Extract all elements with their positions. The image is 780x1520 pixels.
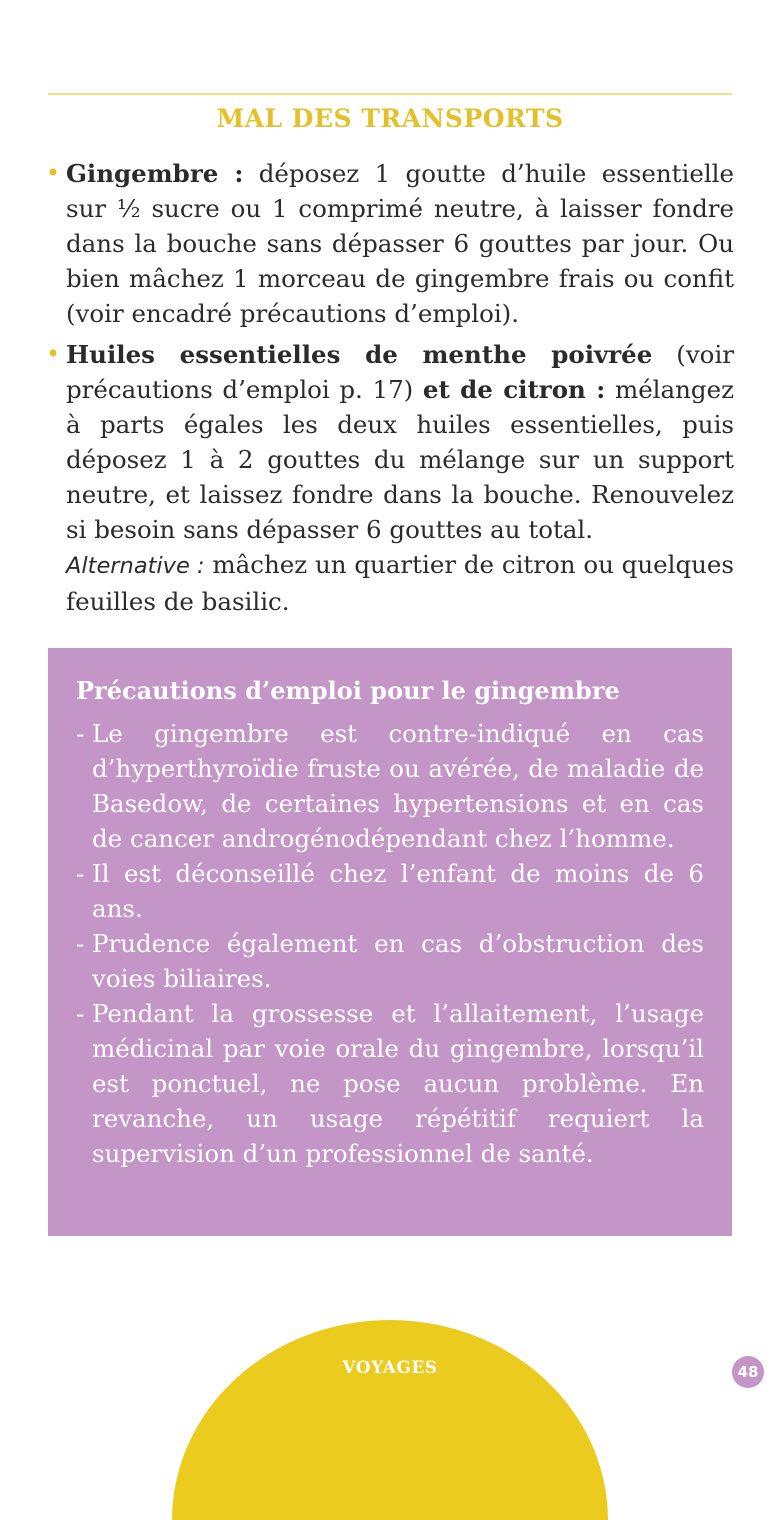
remedy-lead: Gingembre :	[66, 159, 244, 188]
remedy-menthe-citron	[44, 337, 734, 619]
precaution-text: Il est déconseillé chez l’enfant de moins de 6 ans.	[92, 859, 704, 923]
precaution-text: Le gingembre est contre-indiqué en cas d’hyperthyroïdie fruste ou avérée, de maladie de Basedow, de certaines hypertensions et en cas de cancer androgénodépendant chez l’homme.	[92, 719, 704, 853]
precaution-item	[76, 716, 704, 856]
precaution-text: Prudence également en cas d’obstruction des voies biliaires.	[92, 929, 704, 993]
remedy-text: mélangez à parts égales les deux huiles essentielles, puis déposez 1 à 2 gouttes du mélange sur un support neutre, et laissez fondre dans la bouche. Renouvelez si besoin sans dépasser 6 gouttes au total.	[66, 375, 734, 544]
remedy-gingembre	[44, 156, 734, 331]
remedy-text: déposez 1 goutte d’huile essentielle sur ½ sucre ou 1 comprimé neutre, à laisser fondre dans la bouche sans dépasser 6 gouttes par jour. Ou bien mâchez 1 morceau de gingembre frais ou confit (voir encadré précautions d’emploi).	[66, 159, 734, 328]
remedy-lead-2: et de citron :	[422, 375, 606, 404]
precautions-box	[48, 648, 732, 1236]
precaution-item	[76, 926, 704, 996]
precaution-text: Pendant la grossesse et l’allaitement, l’usage médicinal par voie orale du gingembre, lorsqu’il est ponctuel, ne pose aucun problème. En revanche, un usage répétitif requiert la supervision d’un professionnel de santé.	[92, 999, 704, 1168]
alternative-text: mâchez un quartier de citron ou quelques feuilles de basilic.	[66, 550, 734, 616]
precautions-list	[76, 716, 704, 1171]
alternative-label: Alternative :	[66, 553, 205, 579]
precaution-item	[76, 996, 704, 1171]
dash-icon: -	[76, 999, 85, 1028]
precaution-item	[76, 856, 704, 926]
bullet-dot-icon: •	[46, 340, 61, 368]
footer-section-label: VOYAGES	[342, 1358, 438, 1378]
top-divider	[48, 93, 732, 95]
remedy-lead: Huiles essentielles de menthe poivrée	[66, 340, 653, 369]
dash-icon: -	[76, 929, 85, 958]
section-title: MAL DES TRANSPORTS	[216, 104, 564, 133]
footer-arc	[172, 1320, 608, 1520]
remedy-note: (voir précautions d’emploi p. 17)	[66, 340, 734, 404]
dash-icon: -	[76, 859, 85, 888]
remedy-list	[44, 156, 734, 625]
bullet-dot-icon: •	[46, 159, 61, 187]
precautions-title: Précautions d’emploi pour le gingembre	[76, 676, 620, 705]
dash-icon: -	[76, 719, 85, 748]
page-number-badge: 48	[732, 1356, 764, 1388]
